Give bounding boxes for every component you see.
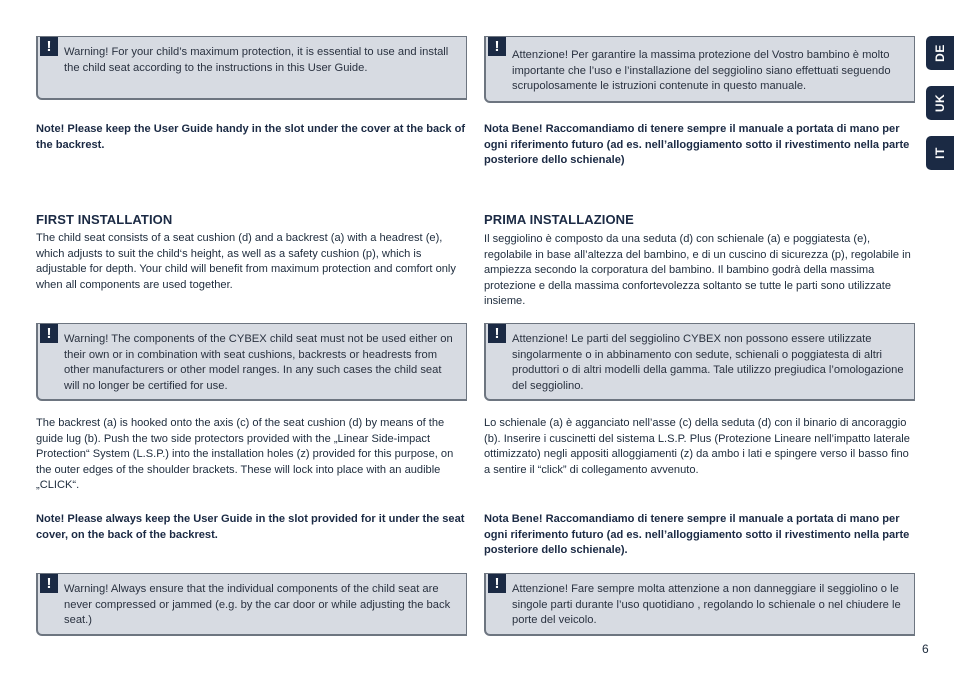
section-heading: PRIMA INSTALLAZIONE <box>484 212 634 227</box>
warning-icon: ! <box>40 37 58 56</box>
warning-box-1 <box>484 36 915 103</box>
note-1: Note! Please keep the User Guide handy in the slot under the cover at the back of the backrest. <box>36 123 466 151</box>
warning-text-3: Warning! Always ensure that the individual components of the child seat are never compressed or jammed (e.g. by the car door or while adjusting the back seat.) <box>64 583 451 626</box>
warning-text-2: Warning! The components of the CYBEX child seat must not be used either on their own or in combination with seat cushions, backrests or headrests from other manufacturers or other model ranges. In any such cases the child seat will no longer be certified for use. <box>64 333 453 392</box>
language-tab-de[interactable] <box>926 36 954 70</box>
paragraph-2: The backrest (a) is hooked onto the axis (c) of the seat cushion (d) by means of the guide lug (b). Push the two side protectors provided with the „Linear Side-impact Protection“ System (L.S.P.) into the installation holes (z) provided for this purpose, on the outer edges of the shoulder brackets. These will lock into place with an audible „CLICK“. <box>36 417 454 491</box>
section-heading: FIRST INSTALLATION <box>36 212 173 227</box>
warning-box-2 <box>484 323 915 401</box>
paragraph-1: Il seggiolino è composto da una seduta (d) con schienale (a) e poggiatesta (e), regolabile in base all’altezza del bambino, e di un cuscino di sicurezza (p), regolabile in ampiezza secondo la corporatura del bambino. Il bambino godrà della massima protezione e della massima confortevolezza soltanto se tutte le parti sono utilizzate insieme. <box>484 233 911 307</box>
page-number: 6 <box>922 642 929 656</box>
paragraph-2: Lo schienale (a) è agganciato nell’asse (c) della seduta (d) con il binario di ancoraggio (b). Inserire i cuscinetti del sistema L.S.P. Plus (Protezione Lineare nell’impatto laterale ottimizzato) negli appositi alloggiamenti (z) da ambo i lati e spingere verso il basso fino a sentire il “click” di collegamento avvenuto. <box>484 417 910 476</box>
warning-box-3 <box>484 573 915 636</box>
warning-icon: ! <box>40 574 58 593</box>
paragraph-1: The child seat consists of a seat cushion (d) and a backrest (a) with a headrest (e), which adjusts to suit the child‘s height, as well as a safety cushion (p), which is adjustable for depth. Your child will benefit from maximum protection and comfort only when all components are used together. <box>36 232 456 291</box>
note-2: Note! Please always keep the User Guide in the slot provided for it under the seat cover, on the back of the backrest. <box>36 513 465 541</box>
warning-box-2 <box>36 323 467 401</box>
warning-text-1: Warning! For your child’s maximum protection, it is essential to use and install the child seat according to the instructions in this User Guide. <box>64 46 449 74</box>
language-tab-de-label: DE <box>932 44 947 62</box>
warning-icon: ! <box>488 324 506 343</box>
warning-icon: ! <box>40 324 58 343</box>
language-tab-it-label: IT <box>932 147 947 159</box>
warning-icon: ! <box>488 574 506 593</box>
warning-text-3: Attenzione! Fare sempre molta attenzione a non danneggiare il seggiolino o le singole parti durante l’uso quotidiano , regolando lo schienale o nel chiudere le porte del veicolo. <box>512 583 901 626</box>
note-2: Nota Bene! Raccomandiamo di tenere sempre il manuale a portata di mano per ogni riferimento futuro (ad es. nell’alloggiamento sotto il rivestimento nella parte posteriore dello schienale). <box>484 513 910 556</box>
warning-icon: ! <box>488 37 506 56</box>
warning-text-2: Attenzione! Le parti del seggiolino CYBEX non possono essere utilizzate singolarmente o in abbinamento con sedute, schienali o poggiatesta di altri produttori o di altri modelli della gamma. Tale utilizzo pregiudica l’omologazione del seggiolino. <box>512 333 904 392</box>
warning-box-3 <box>36 573 467 636</box>
warning-box-1 <box>36 36 467 100</box>
note-1: Nota Bene! Raccomandiamo di tenere sempre il manuale a portata di mano per ogni riferimento futuro (ad es. nell’alloggiamento sotto il rivestimento nella parte posteriore dello schienale) <box>484 123 910 166</box>
warning-text-1: Attenzione! Per garantire la massima protezione del Vostro bambino è molto importante che l’uso e l’installazione del seggiolino siano effettuati seguendo scrupolosamente le istruzioni contenute in questo manuale. <box>512 49 891 92</box>
language-tab-it[interactable] <box>926 136 954 170</box>
language-tab-uk[interactable] <box>926 86 954 120</box>
language-tab-uk-label: UK <box>933 93 947 113</box>
